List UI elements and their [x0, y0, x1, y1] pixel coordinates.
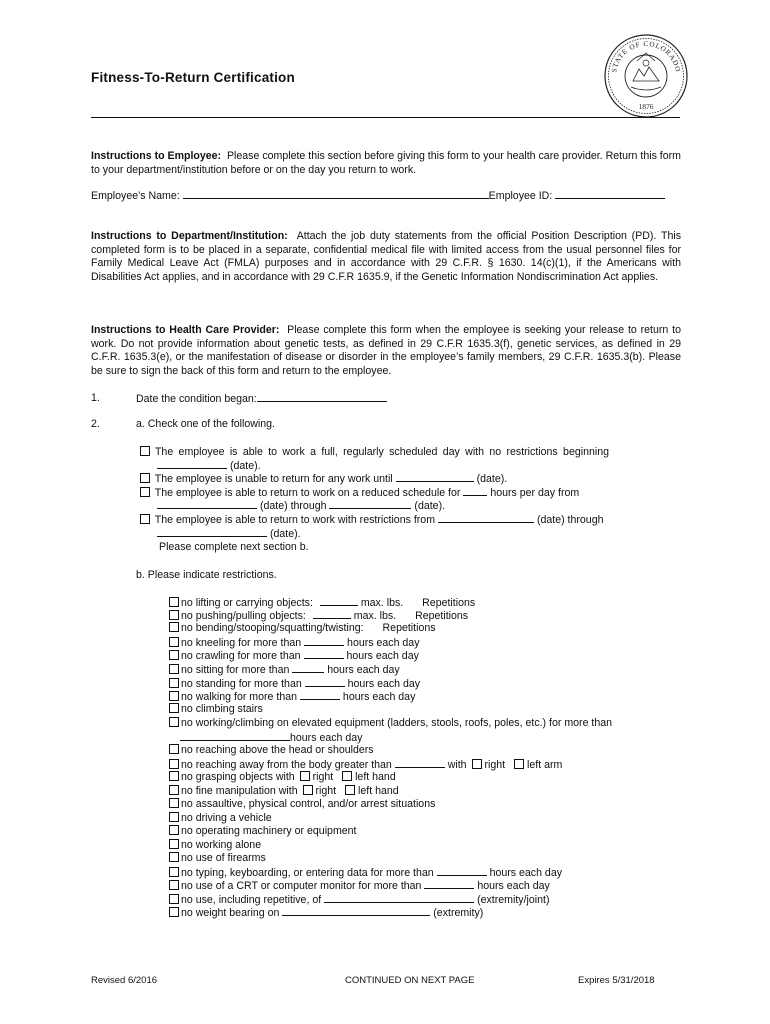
restrictions-date-suffix: (date). [269, 528, 301, 540]
grasping-checkbox[interactable] [169, 771, 179, 781]
restriction-climbing-stairs [169, 703, 263, 716]
machinery-text: no operating machinery or equipment [181, 825, 357, 837]
next-section-note: Please complete next section b. [159, 541, 309, 553]
working-alone-text: no working alone [181, 839, 262, 851]
pushing-checkbox[interactable] [169, 610, 179, 620]
restriction-walking [169, 690, 415, 704]
driving-checkbox[interactable] [169, 812, 179, 822]
employee-id-label: Employee ID: [488, 190, 553, 202]
crt-hours-field[interactable] [424, 879, 474, 889]
crawling-text: no crawling for more than [181, 650, 301, 662]
typing-text: no typing, keyboarding, or entering data for more than [181, 867, 434, 879]
lifting-checkbox[interactable] [169, 597, 179, 607]
employee-instructions-label: Instructions to Employee: [91, 150, 222, 162]
crt-hours-label: hours each day [477, 880, 550, 892]
restriction-repetitive-use [169, 893, 549, 907]
question-1 [136, 392, 387, 406]
reduced-date-suffix: (date). [414, 500, 446, 512]
restriction-kneeling [169, 636, 420, 650]
working-alone-checkbox[interactable] [169, 839, 179, 849]
lifting-reps-label: Repetitions [422, 597, 476, 609]
fine-right-checkbox[interactable] [303, 785, 313, 795]
grasping-left-checkbox[interactable] [342, 771, 352, 781]
assaultive-checkbox[interactable] [169, 798, 179, 808]
reaching-away-checkbox[interactable] [169, 759, 179, 769]
reduced-hours-field[interactable] [463, 486, 487, 496]
department-instructions [91, 230, 681, 284]
assaultive-text: no assaultive, physical control, and/or arrest situations [181, 798, 436, 810]
walking-hours-field[interactable] [300, 690, 340, 700]
seal-year: 1876 [638, 102, 654, 111]
crt-checkbox[interactable] [169, 880, 179, 890]
machinery-checkbox[interactable] [169, 825, 179, 835]
restriction-lifting [169, 596, 475, 610]
option-full-day-date [157, 459, 261, 473]
reaching-above-text: no reaching above the head or shoulders [181, 744, 374, 756]
pushing-lbs-label: max. lbs. [353, 610, 397, 622]
sitting-checkbox[interactable] [169, 664, 179, 674]
restrictions-checkbox[interactable] [140, 514, 150, 524]
reaching-right-label: right [484, 759, 506, 771]
reaching-away-field[interactable] [395, 758, 445, 768]
provider-instructions [91, 324, 681, 378]
elevated-checkbox[interactable] [169, 717, 179, 727]
reaching-right-checkbox[interactable] [472, 759, 482, 769]
reduced-text: The employee is able to return to work on a reduced schedule for [154, 487, 461, 499]
provider-instructions-text: Please complete this form when the employee is seeking your release to return to work. Do not provide information about genetic tests, as defined in 29 C.F.R 1635.3(f), genetic services, as defined in 29 C.F.R. 1635.3(e), or the manifestation of disease or disorder in the employee’s family members, 29 C.F.R. 1635.3(b). Please be sure to sign the back of this form and return to the employee. [91, 324, 681, 377]
firearms-text: no use of firearms [181, 852, 266, 864]
climbing-stairs-text: no climbing stairs [181, 703, 263, 715]
weight-bearing-field[interactable] [282, 906, 430, 916]
walking-checkbox[interactable] [169, 691, 179, 701]
crawling-checkbox[interactable] [169, 650, 179, 660]
unable-date-field[interactable] [396, 472, 474, 482]
restriction-fine-manipulation [169, 785, 399, 798]
restriction-sitting [169, 663, 400, 677]
continued-note: CONTINUED ON NEXT PAGE [345, 975, 475, 986]
restriction-standing [169, 677, 420, 691]
fine-right-label: right [315, 785, 337, 797]
employee-instructions [91, 150, 681, 177]
full-day-date-field[interactable] [157, 459, 227, 469]
employee-name-label: Employee’s Name: [91, 190, 180, 202]
reduced-through-label: (date) through [259, 500, 327, 512]
restriction-assaultive [169, 798, 435, 811]
reaching-away-with-label: with [447, 759, 467, 771]
fine-manipulation-checkbox[interactable] [169, 785, 179, 795]
grasping-left-label: left hand [355, 771, 396, 783]
pushing-text: no pushing/pulling objects: [181, 610, 306, 622]
lifting-lbs-field[interactable] [320, 596, 358, 606]
unable-date-suffix: (date). [476, 473, 508, 485]
standing-text: no standing for more than [181, 678, 302, 690]
weight-bearing-checkbox[interactable] [169, 907, 179, 917]
unable-text: The employee is unable to return for any work until [154, 473, 393, 485]
grasping-text: no grasping objects with [181, 771, 295, 783]
restriction-driving [169, 812, 272, 825]
employee-name-field[interactable] [183, 189, 489, 199]
full-day-text: The employee is able to work a full, regularly scheduled day with no restrictions beginning [154, 446, 609, 458]
fine-manipulation-text: no fine manipulation with [181, 785, 298, 797]
restriction-firearms [169, 852, 266, 865]
restriction-crawling [169, 649, 419, 663]
restrictions-from-field[interactable] [438, 513, 534, 523]
elevated-hours-label: hours each day [290, 732, 363, 744]
employee-instructions-text: Please complete this section before giving this form to your health care provider. Return this form to your department/institution before or on the day you return to work. [91, 150, 681, 176]
driving-text: no driving a vehicle [181, 812, 272, 824]
bending-reps-label: Repetitions [382, 622, 436, 634]
condition-date-field[interactable] [257, 392, 387, 402]
option-reduced [140, 486, 579, 500]
option-reduced-dates [157, 499, 445, 513]
option-unable [140, 472, 507, 486]
standing-hours-field[interactable] [305, 677, 345, 687]
svg-text:STATE OF COLORADO [610, 40, 682, 73]
crawling-hours-label: hours each day [346, 650, 419, 662]
pushing-reps-label: Repetitions [415, 610, 469, 622]
question-1-number: 1. [91, 392, 100, 404]
repetitive-use-checkbox[interactable] [169, 894, 179, 904]
full-day-checkbox[interactable] [140, 446, 150, 456]
kneeling-text: no kneeling for more than [181, 637, 302, 649]
standing-checkbox[interactable] [169, 678, 179, 688]
title-divider [91, 117, 680, 118]
sitting-text: no sitting for more than [181, 664, 290, 676]
repetitive-use-label: (extremity/joint) [477, 894, 550, 906]
reduced-from-field[interactable] [157, 499, 257, 509]
fine-left-checkbox[interactable] [345, 785, 355, 795]
question-2-number: 2. [91, 418, 100, 430]
reaching-above-checkbox[interactable] [169, 744, 179, 754]
fine-left-label: left hand [358, 785, 399, 797]
elevated-hours-field[interactable] [180, 731, 290, 741]
lifting-lbs-label: max. lbs. [360, 597, 404, 609]
kneeling-hours-label: hours each day [347, 637, 420, 649]
reaching-away-text: no reaching away from the body greater than [181, 759, 392, 771]
provider-instructions-label: Instructions to Health Care Provider: [91, 324, 280, 336]
walking-hours-label: hours each day [342, 691, 416, 703]
restriction-elevated-hours [180, 731, 362, 745]
restrictions-text: The employee is able to return to work with restrictions from [154, 514, 436, 526]
option-full-day [140, 446, 609, 459]
restrictions-through-field[interactable] [157, 527, 267, 537]
restriction-reaching-above [169, 744, 374, 757]
repetitive-use-text: no use, including repetitive, of [181, 894, 322, 906]
employee-name-row [91, 189, 665, 203]
standing-hours-label: hours each day [347, 678, 421, 690]
kneeling-hours-field[interactable] [304, 636, 344, 646]
condition-date-label: Date the condition began: [136, 393, 257, 405]
restriction-pushing [169, 609, 468, 623]
employee-id-field[interactable] [555, 189, 665, 199]
restriction-grasping [169, 771, 396, 784]
restriction-working-alone [169, 839, 261, 852]
reduced-hours-suffix: hours per day from [490, 487, 580, 499]
elevated-text: no working/climbing on elevated equipment (ladders, stools, roofs, poles, etc.) for more than [181, 717, 613, 729]
expiry-date: Expires 5/31/2018 [578, 975, 655, 986]
typing-hours-field[interactable] [437, 866, 487, 876]
question-2b-label: b. Please indicate restrictions. [136, 569, 277, 581]
restrictions-through-label: (date) through [536, 514, 604, 526]
typing-checkbox[interactable] [169, 867, 179, 877]
state-seal-icon [603, 33, 689, 119]
option-restrictions [140, 513, 604, 527]
walking-text: no walking for more than [181, 691, 298, 703]
crt-text: no use of a CRT or computer monitor for more than [181, 880, 422, 892]
sitting-hours-label: hours each day [327, 664, 400, 676]
page-title: Fitness-To-Return Certification [91, 70, 295, 85]
restriction-bending [169, 622, 436, 635]
department-instructions-label: Instructions to Department/Institution: [91, 230, 288, 242]
grasping-right-label: right [312, 771, 334, 783]
sitting-hours-field[interactable] [292, 663, 324, 673]
reduced-checkbox[interactable] [140, 487, 150, 497]
weight-bearing-text: no weight bearing on [181, 907, 280, 919]
question-2a-label: a. Check one of the following. [136, 418, 275, 430]
reaching-left-label: left arm [527, 759, 563, 771]
lifting-text: no lifting or carrying objects: [181, 597, 313, 609]
restriction-weight-bearing [169, 906, 483, 920]
full-day-date-suffix: (date). [229, 460, 261, 472]
seal-text: STATE OF COLORADO [610, 39, 682, 74]
firearms-checkbox[interactable] [169, 852, 179, 862]
repetitive-use-field[interactable] [324, 893, 474, 903]
climbing-stairs-checkbox[interactable] [169, 703, 179, 713]
kneeling-checkbox[interactable] [169, 637, 179, 647]
unable-checkbox[interactable] [140, 473, 150, 483]
reduced-through-field[interactable] [329, 499, 411, 509]
crawling-hours-field[interactable] [304, 649, 344, 659]
typing-hours-label: hours each day [489, 867, 563, 879]
grasping-right-checkbox[interactable] [300, 771, 310, 781]
bending-text: no bending/stooping/squatting/twisting: [181, 622, 364, 634]
pushing-lbs-field[interactable] [313, 609, 351, 619]
restriction-crt [169, 879, 550, 893]
bending-checkbox[interactable] [169, 622, 179, 632]
option-restrictions-end [157, 527, 301, 541]
restriction-reaching-away [169, 758, 562, 772]
weight-bearing-label: (extremity) [433, 907, 484, 919]
department-instructions-text: Attach the job duty statements from the official Position Description (PD). This completed form is to be placed in a separate, confidential medical file with limited access from the usual personnel files for Family Medical Leave Act (FMLA) purposes and in accordance with 29 C.F.R. § 1630. 14(c)(1), if the Americans with Disabilities Act applies, and in accordance with 29 C.F.R 1635.9, if the Genetic Information Nondiscrimination Act applies. [91, 230, 681, 283]
restriction-elevated [169, 717, 612, 730]
reaching-left-checkbox[interactable] [514, 759, 524, 769]
revised-date: Revised 6/2016 [91, 975, 158, 986]
restriction-typing [169, 866, 562, 880]
restriction-machinery [169, 825, 357, 838]
